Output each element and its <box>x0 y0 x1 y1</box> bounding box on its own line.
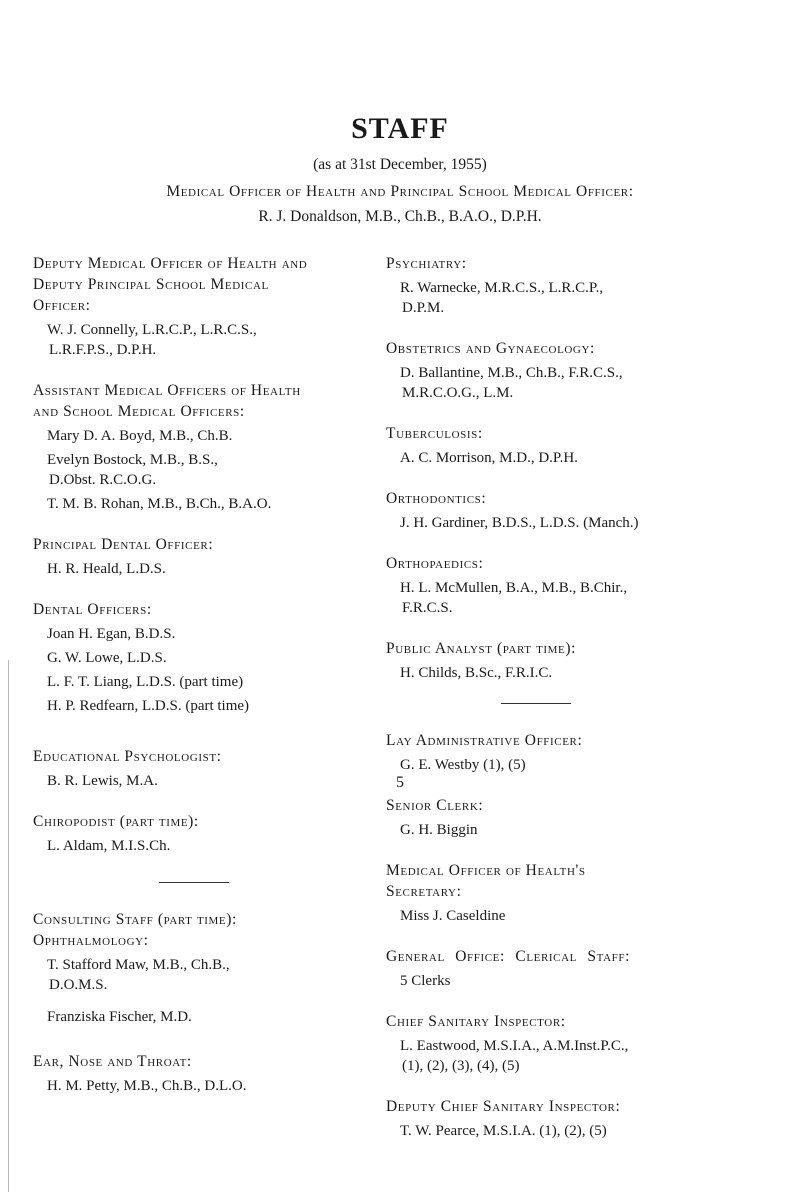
section-heading: Lay Administrative Officer: <box>386 732 583 749</box>
staff-entry: Mary D. A. Boyd, M.B., Ch.B. <box>47 428 233 444</box>
section-chiropodist <box>33 811 355 856</box>
section-obstetrics <box>386 338 686 403</box>
section-consulting-staff <box>33 909 355 1027</box>
staff-entry: A. C. Morrison, M.D., D.P.H. <box>400 450 578 466</box>
section-moh-secretary <box>386 860 686 926</box>
staff-entry: H. P. Redfearn, L.D.S. (part time) <box>47 698 250 714</box>
section-heading: Deputy Medical Officer of Health and Deputy Principal School Medical Officer: <box>33 255 308 314</box>
staff-entry: L. Aldam, M.I.S.Ch. <box>47 838 171 854</box>
staff-entry: W. J. Connelly, L.R.C.P., L.R.C.S., L.R.F.P.S., D.P.H. <box>47 322 257 358</box>
staff-entry: H. M. Petty, M.B., Ch.B., D.L.O. <box>47 1078 247 1094</box>
section-heading: Obstetrics and Gynaecology: <box>386 340 595 357</box>
section-dental-officers <box>33 599 355 716</box>
staff-entry: R. Warnecke, M.R.C.S., L.R.C.P., D.P.M. <box>400 280 604 316</box>
page-subtitle: (as at 31st December, 1955) <box>313 156 487 173</box>
staff-entry: L. F. T. Liang, L.D.S. (part time) <box>47 674 244 690</box>
moh-name: R. J. Donaldson, M.B., Ch.B., B.A.O., D.P.H. <box>258 208 542 225</box>
section-ent <box>33 1051 355 1096</box>
staff-entry: G. E. Westby (1), (5) <box>400 757 526 773</box>
section-lay-admin <box>386 730 686 775</box>
staff-entry: H. Childs, B.Sc., F.R.I.C. <box>400 665 553 681</box>
moh-heading: Medical Officer of Health and Principal School Medical Officer: <box>166 183 634 200</box>
staff-entry: H. L. McMullen, B.A., M.B., B.Chir., F.R.C.S. <box>400 580 628 616</box>
staff-entry: H. R. Heald, L.D.S. <box>47 561 166 577</box>
staff-entry: 5 Clerks <box>400 973 451 989</box>
scan-edge-line <box>8 660 9 1192</box>
staff-entry: Joan H. Egan, B.D.S. <box>47 626 176 642</box>
section-heading: Orthopaedics: <box>386 555 484 572</box>
section-deputy-moh <box>33 253 355 360</box>
section-principal-dental <box>33 534 355 579</box>
staff-entry: Franziska Fischer, M.D. <box>47 1009 192 1025</box>
section-public-analyst <box>386 638 686 683</box>
staff-entry: Miss J. Caseldine <box>400 908 506 924</box>
staff-entry: J. H. Gardiner, B.D.S., L.D.S. (Manch.) <box>400 515 639 531</box>
staff-entry: D. Ballantine, M.B., Ch.B., F.R.C.S., M.R.C.O.G., L.M. <box>400 365 623 401</box>
section-psychiatry <box>386 253 686 318</box>
section-heading: Consulting Staff (part time): Ophthalmology: <box>33 911 237 949</box>
right-column <box>386 253 686 1161</box>
section-orthodontics <box>386 488 686 533</box>
staff-entry: T. W. Pearce, M.S.I.A. (1), (2), (5) <box>400 1123 607 1139</box>
section-heading: Deputy Chief Sanitary Inspector: <box>386 1098 621 1115</box>
section-heading: Assistant Medical Officers of Health and School Medical Officers: <box>33 382 301 420</box>
section-heading: Tuberculosis: <box>386 425 483 442</box>
section-heading: Principal Dental Officer: <box>33 536 214 553</box>
section-heading: Chiropodist (part time): <box>33 813 199 830</box>
section-heading: Dental Officers: <box>33 601 152 618</box>
section-heading: Public Analyst (part time): <box>386 640 577 657</box>
staff-entry: T. M. B. Rohan, M.B., B.Ch., B.A.O. <box>47 496 272 512</box>
section-heading: Ear, Nose and Throat: <box>33 1053 192 1070</box>
section-heading: Chief Sanitary Inspector: <box>386 1013 566 1030</box>
section-heading: Senior Clerk: <box>386 797 484 814</box>
staff-entry: Evelyn Bostock, M.B., B.S., D.Obst. R.C.O.G. <box>47 452 218 488</box>
section-heading: Orthodontics: <box>386 490 487 507</box>
section-deputy-sanitary <box>386 1096 686 1141</box>
section-tuberculosis <box>386 423 686 468</box>
section-heading: Educational Psychologist: <box>33 748 222 765</box>
section-chief-sanitary <box>386 1011 686 1076</box>
page-number: 5 <box>396 774 404 791</box>
staff-entry: T. Stafford Maw, M.B., Ch.B., D.O.M.S. <box>47 957 230 993</box>
section-assistant-moh <box>33 380 355 514</box>
section-divider <box>159 882 229 883</box>
staff-entry: B. R. Lewis, M.A. <box>47 773 158 789</box>
section-divider <box>501 703 571 704</box>
staff-entry: G. H. Biggin <box>400 822 478 838</box>
section-heading: General Office: Clerical Staff: <box>386 948 630 965</box>
left-column <box>33 253 355 1116</box>
section-heading: Psychiatry: <box>386 255 467 272</box>
section-heading: Medical Officer of Health's Secretary: <box>386 862 586 900</box>
section-orthopaedics <box>386 553 686 618</box>
page-title: STAFF <box>351 112 449 145</box>
section-general-office <box>386 946 686 991</box>
section-senior-clerk <box>386 795 686 840</box>
staff-entry: L. Eastwood, M.S.I.A., A.M.Inst.P.C., (1), (2), (3), (4), (5) <box>400 1038 629 1074</box>
staff-entry: G. W. Lowe, L.D.S. <box>47 650 167 666</box>
